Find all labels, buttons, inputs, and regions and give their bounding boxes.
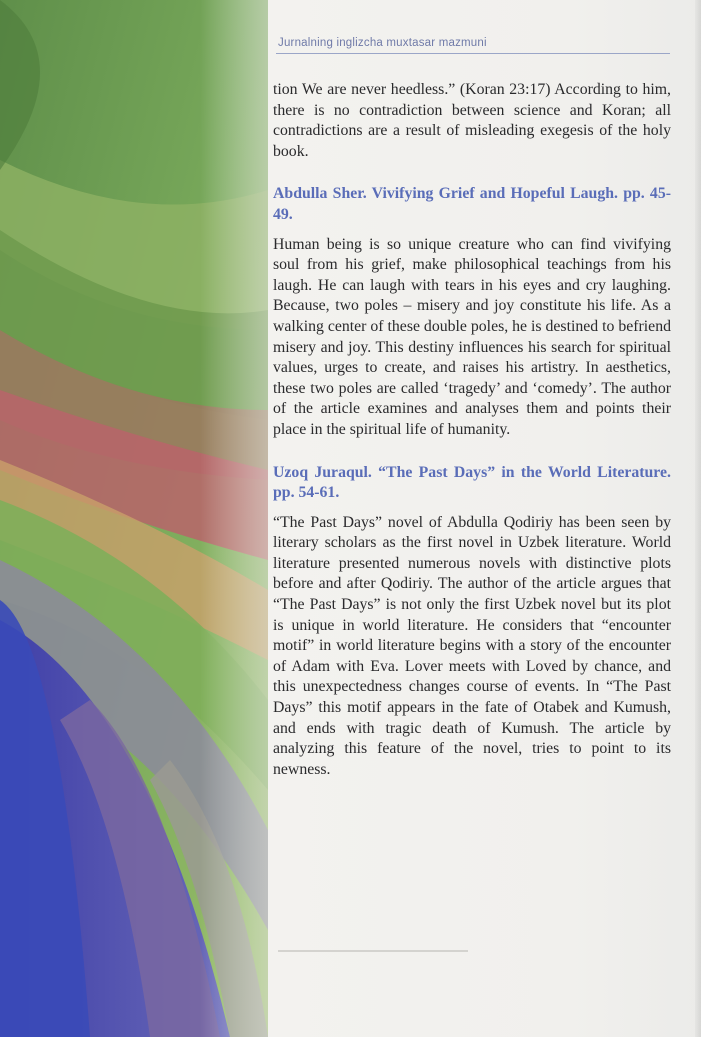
running-header: Jurnalning inglizcha muxtasar mazmuni — [278, 37, 487, 49]
spacer — [273, 226, 671, 235]
intro-paragraph: tion We are never heedless.” (Koran 23:17) According to him, there is no contradiction between science and Koran; all contradictions are a result of misleading exegesis of the holy book. — [273, 81, 671, 160]
page-edge-shadow — [695, 0, 701, 1037]
section-heading: Uzoq Juraqul. “The Past Days” in the World Literature. pp. 54-61. — [273, 463, 671, 502]
section-heading: Abdulla Sher. Vivifying Grief and Hopeful Laugh. pp. 45-49. — [273, 185, 671, 223]
spacer — [273, 441, 671, 463]
article-text — [273, 80, 671, 780]
section-body: “The Past Days” novel of Abdulla Qodiriy has been seen by literary scholars as the first novel in Uzbek literature. World literature presented numerous novels with distinctive plots before and after Qodiriy. The author of the article argues that “The Past Days” is not only the first Uzbek novel but its plot is unique in world literature. He considers that “encounter motif” in world literature begins with a story of the encounter of Adam with Eva. Lover meets with Loved by chance, and this unexpectedness changes course of events. In “The Past Days” this motif appears in the fate of Otabek and Kumush, and ends with tragic death of Kumush. The article by analyzing this feature of the novel, tries to point to its newness. — [273, 513, 671, 778]
spacer — [273, 162, 671, 184]
cover-art-image — [0, 0, 268, 1037]
section-body: Human being is so unique creature who can find vivifying soul from his grief, make philosophical teachings from his laugh. He can laugh with tears in his eyes and cry laughing. Because, two poles – misery and joy constitute his life. As a walking center of these double poles, he is destined to befriend misery and joy. This destiny influences his search for spiritual values, urges to create, and raises his artistry. In aesthetics, these two poles are called ‘tragedy’ and ‘comedy’. The author of the article examines and analyses them and points their place in the spiritual life of humanity. — [273, 235, 671, 438]
spacer — [273, 504, 671, 513]
footer-line-segment — [278, 950, 468, 952]
header-rule — [276, 53, 670, 54]
footer-line — [268, 938, 701, 958]
cover-art-graphic — [0, 0, 268, 1037]
